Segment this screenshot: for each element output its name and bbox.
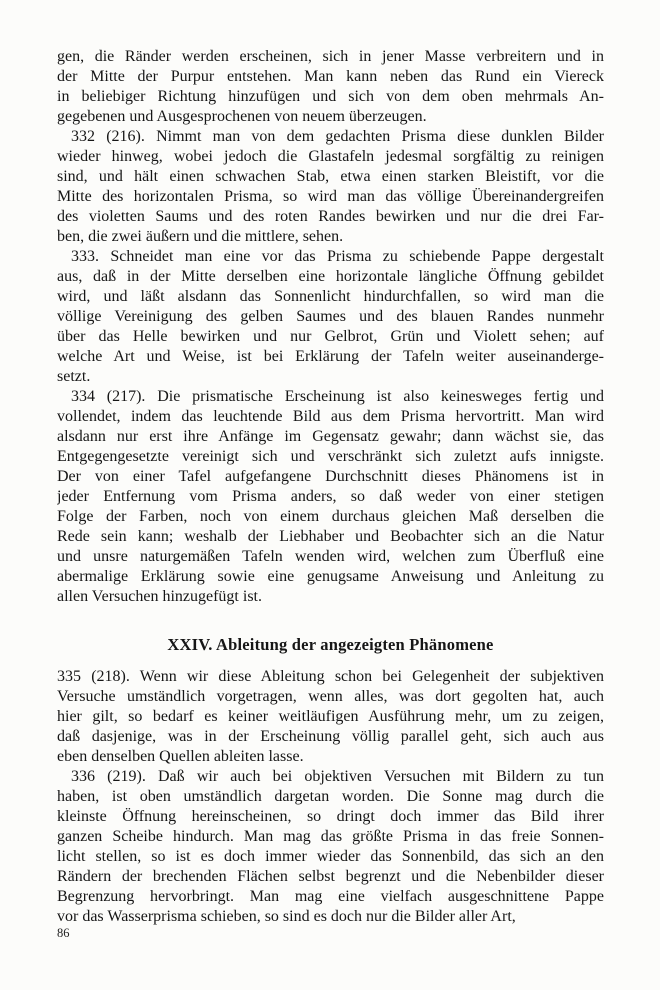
text-line: in beliebiger Richtung hinzufügen und sich von dem oben mehrmals An- — [57, 88, 604, 105]
text-column — [57, 47, 604, 927]
text-line: 332 (216). Nimmt man von dem gedachten Prisma diese dunklen Bilder — [71, 128, 604, 145]
text-line: gen, die Ränder werden erscheinen, sich in jener Masse verbreitern und in — [57, 48, 604, 65]
text-line: Folge der Farben, noch von einem durchaus gleichen Maß derselben die — [57, 508, 604, 525]
text-line: welche Art und Weise, ist bei Erklärung der Tafeln weiter auseinanderge- — [57, 348, 604, 365]
text-line: haben, ist oben umständlich dargetan worden. Die Sonne mag durch die — [57, 788, 604, 805]
text-line: allen Versuchen hinzugefügt ist. — [57, 588, 262, 605]
text-line: wird, und läßt alsdann das Sonnenlicht hindurchfallen, so wird man die — [57, 288, 604, 305]
text-line: ben, die zwei äußern und die mittlere, sehen. — [57, 228, 344, 245]
text-line: und unsre naturgemäßen Tafeln wenden wird, welchen zum Überfluß eine — [57, 548, 604, 565]
text-line: jeder Entfernung vom Prisma anders, so daß weder von einer stetigen — [57, 488, 604, 505]
text-line: Begrenzung hervorbringt. Man mag eine vielfach ausgeschnittene Pappe — [57, 888, 604, 905]
text-line: völlige Vereinigung des gelben Saumes und des blauen Randes nunmehr — [57, 308, 604, 325]
text-line: alsdann nur erst ihre Anfänge im Gegensatz gewahr; dann wächst sie, das — [57, 428, 604, 445]
section-heading: XXIV. Ableitung der angezeigten Phänomene — [167, 635, 494, 654]
text-line: Mitte des horizontalen Prisma, so wird man das völlige Übereinandergreifen — [57, 188, 604, 205]
text-line: der Mitte der Purpur entstehen. Man kann neben das Rund ein Viereck — [57, 68, 604, 85]
text-line: wieder hinweg, wobei jedoch die Glastafeln jedesmal sorgfältig zu reinigen — [57, 148, 604, 165]
text-line: ganzen Scheibe hindurch. Man mag das größte Prisma in das freie Sonnen- — [57, 828, 604, 845]
page-number: 86 — [57, 926, 70, 940]
text-line: aus, daß in der Mitte derselben eine horizontale längliche Öffnung gebildet — [57, 268, 604, 285]
text-line: licht stellen, so ist es doch immer wieder das Sonnenbild, das sich an den — [57, 848, 604, 865]
text-line: vollendet, indem das leuchtende Bild aus dem Prisma hervortritt. Man wird — [57, 408, 604, 425]
text-line: abermalige Erklärung sowie eine genugsame Anweisung und Anleitung zu — [57, 568, 604, 585]
text-line: über das Helle bewirken und nur Gelbrot, Grün und Violett sehen; auf — [57, 328, 604, 345]
text-line: Entgegengesetzte vereinigt sich und verschränkt sich zuletzt aufs innigste. — [57, 448, 604, 465]
text-line: des violetten Saums und des roten Randes bewirken und nur die drei Far- — [57, 208, 604, 225]
text-line: 336 (219). Daß wir auch bei objektiven Versuchen mit Bildern zu tun — [71, 768, 604, 785]
text-line: 333. Schneidet man eine vor das Prisma zu schiebende Pappe dergestalt — [71, 248, 604, 265]
text-line: sind, und hält einen schwachen Stab, etwa einen starken Bleistift, vor die — [57, 168, 604, 185]
text-line: eben denselben Quellen ableiten lasse. — [57, 748, 304, 765]
text-line: kleinste Öffnung hereinscheinen, so dringt doch immer das Bild ihrer — [57, 808, 604, 825]
text-line: vor das Wasserprisma schieben, so sind es doch nur die Bilder aller Art, — [57, 908, 516, 925]
text-line: Versuche umständlich vorgetragen, wenn alles, was dort gegolten hat, auch — [57, 688, 604, 705]
text-line: Der von einer Tafel aufgefangene Durchschnitt dieses Phänomens ist in — [57, 468, 604, 485]
text-line: Rede sein kann; weshalb der Liebhaber und Beobachter sich an die Natur — [57, 528, 604, 545]
text-line: daß dasjenige, was in der Erscheinung völlig parallel geht, sich auch aus — [57, 728, 604, 745]
text-line: Rändern der brechenden Flächen selbst begrenzt und die Nebenbilder dieser — [57, 868, 604, 885]
text-line: 335 (218). Wenn wir diese Ableitung schon bei Gelegenheit der subjektiven — [57, 668, 604, 685]
text-line: setzt. — [57, 368, 91, 385]
text-line: 334 (217). Die prismatische Erscheinung ist also keinesweges fertig und — [71, 388, 604, 405]
text-line: gegebenen und Ausgesprochenen von neuem überzeugen. — [57, 108, 427, 125]
text-line: hier gilt, so bedarf es keiner weitläufigen Ausführung mehr, um zu zeigen, — [57, 708, 604, 725]
